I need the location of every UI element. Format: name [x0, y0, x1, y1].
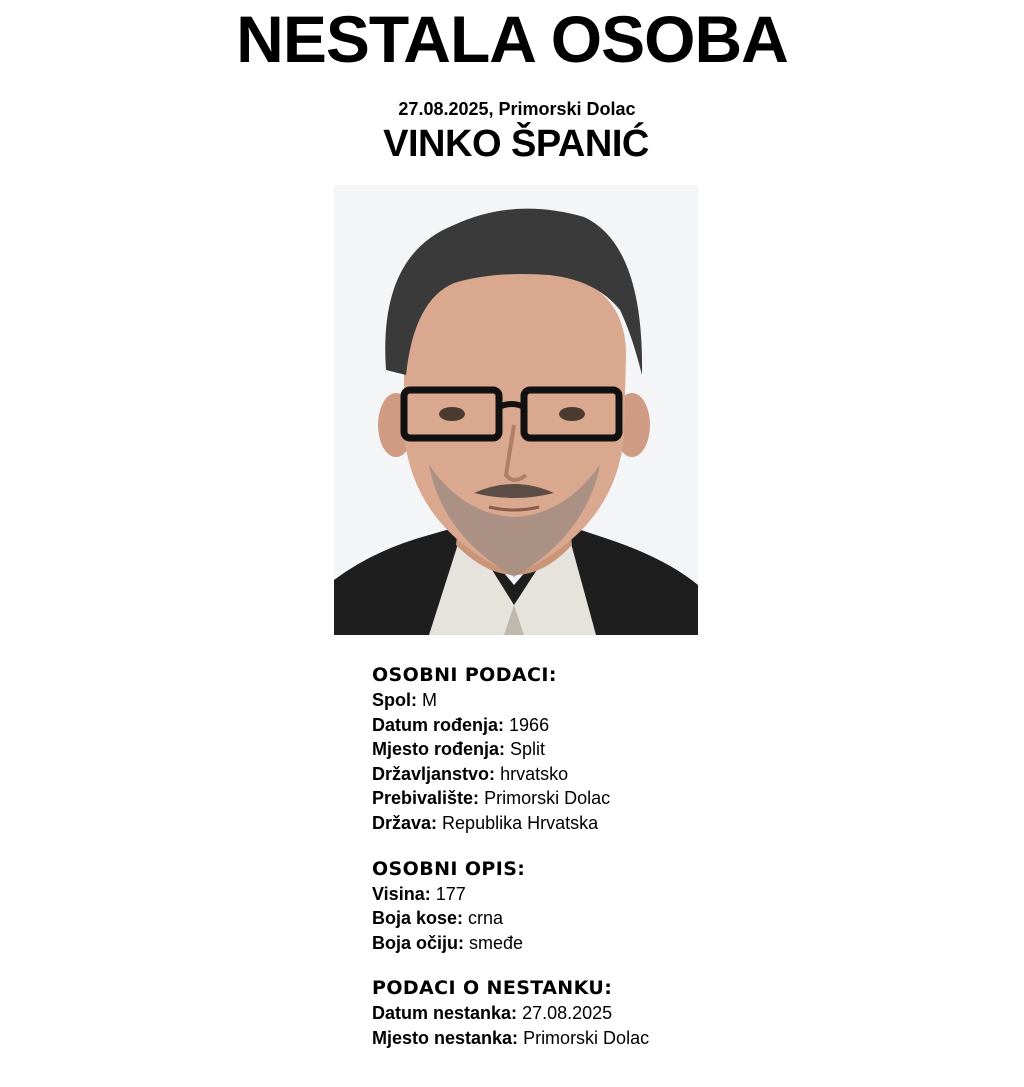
date-place: 27.08.2025, Primorski Dolac: [398, 99, 636, 119]
info-label: Boja očiju:: [372, 932, 465, 953]
section-disappearance-data: [372, 975, 792, 1050]
info-label: Mjesto nestanka:: [372, 1027, 519, 1048]
info-value: 177: [435, 883, 466, 904]
info-row-hair-color: [372, 906, 792, 931]
info-label: Državljanstvo:: [372, 763, 496, 784]
info-value: M: [422, 690, 438, 710]
info-row-country: [372, 811, 792, 836]
info-value: smeđe: [469, 932, 524, 953]
person-name: VINKO ŠPANIĆ: [383, 123, 649, 165]
info-row-citizenship: [372, 762, 792, 787]
info-value: 27.08.2025: [522, 1003, 613, 1024]
section-title: OSOBNI PODACI:: [372, 664, 557, 686]
info-row-eye-color: [372, 931, 792, 956]
info-row-residence: [372, 786, 792, 811]
info-label: Boja kose:: [372, 908, 464, 929]
info-label: Država:: [372, 812, 438, 833]
info-value: Primorski Dolac: [484, 788, 611, 809]
info-block: [372, 662, 792, 1071]
section-personal-description: [372, 856, 792, 956]
info-label: Mjesto rođenja:: [372, 739, 506, 760]
section-title: OSOBNI OPIS:: [372, 857, 526, 880]
info-value: Split: [510, 739, 546, 760]
info-label: Datum rođenja:: [372, 714, 505, 735]
person-photo: [334, 185, 698, 635]
section-title: PODACI O NESTANKU:: [372, 977, 613, 1000]
info-value: crna: [468, 908, 504, 929]
info-row-missing-place: [372, 1026, 792, 1051]
info-row-missing-date: [372, 1001, 792, 1026]
info-value: Primorski Dolac: [523, 1027, 650, 1048]
info-label: Prebivalište:: [372, 788, 480, 809]
info-value: Republika Hrvatska: [442, 812, 599, 833]
section-personal-data: [372, 662, 792, 836]
info-value: 1966: [509, 714, 550, 735]
info-row-gender: [372, 688, 792, 713]
info-value: hrvatsko: [500, 763, 569, 784]
info-row-birth-date: [372, 713, 792, 738]
info-row-birth-place: [372, 737, 792, 762]
portrait-illustration: [334, 185, 698, 635]
info-row-height: [372, 882, 792, 907]
info-label: Visina:: [372, 883, 431, 904]
info-label: Spol:: [372, 690, 417, 710]
poster-title: NESTALA OSOBA: [236, 2, 788, 76]
info-label: Datum nestanka:: [372, 1003, 518, 1024]
